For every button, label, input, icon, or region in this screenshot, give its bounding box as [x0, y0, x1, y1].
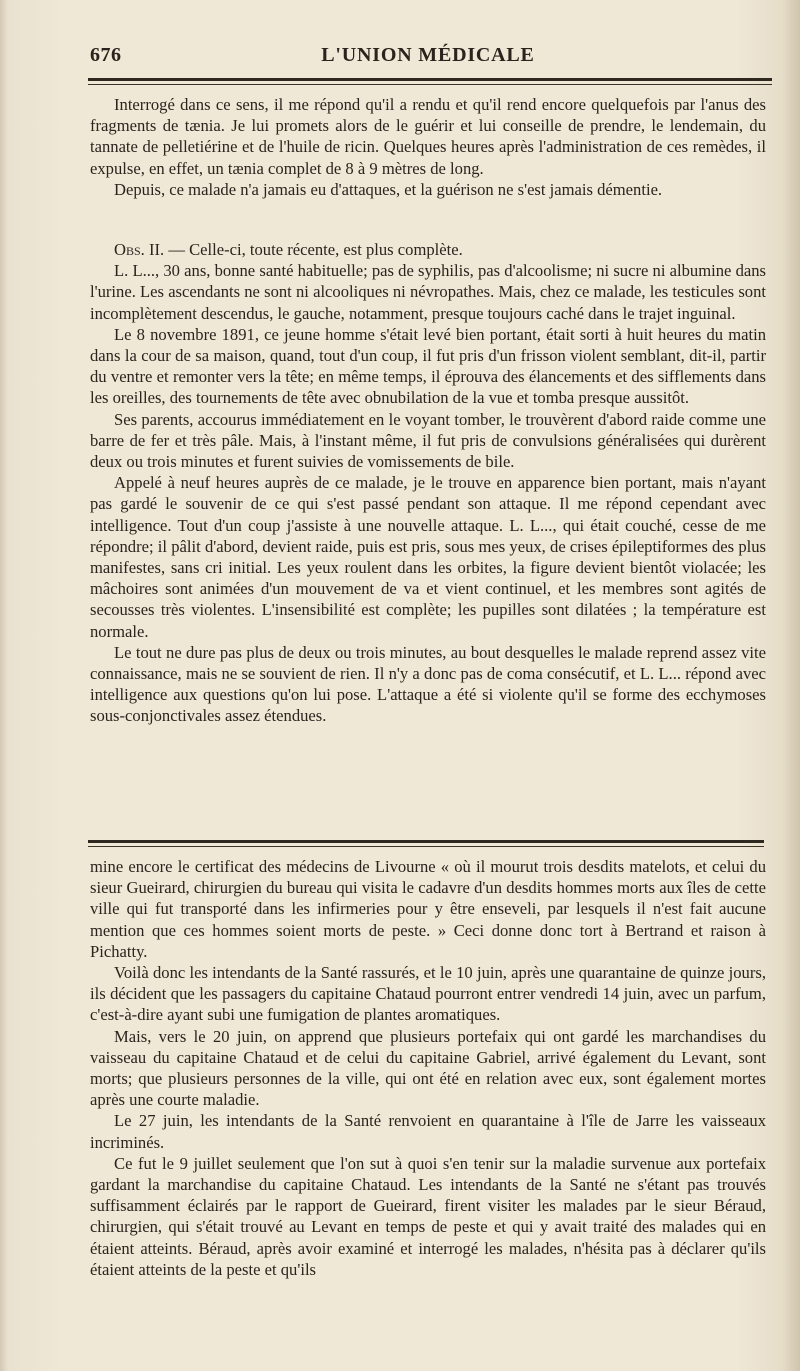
page-gutter-shadow	[0, 0, 8, 1371]
paragraph: Mais, vers le 20 juin, on apprend que plusieurs portefaix qui ont gardé les marchandises du vaisseau du capitaine Chataud et de celui du capitaine Gabriel, arrivé également du Levant, sont morts; que plusieurs personnes de la ville, qui ont été en relation avec eux, sont également mortes après une courte maladie.	[90, 1026, 766, 1110]
text-block-feuilleton	[90, 856, 766, 1280]
paragraph: Ses parents, accourus immédiatement en le voyant tomber, le trouvèrent d'abord raide comme une barre de fer et très pâle. Mais, à l'instant même, il fut pris de convulsions généralisées qui durèrent deux ou trois minutes et furent suivies de vomissements de bile.	[90, 409, 766, 472]
observation-heading	[90, 239, 766, 260]
text-block-observation-two	[90, 239, 766, 727]
text-block-case-one-end	[90, 94, 766, 200]
paragraph: Ce fut le 9 juillet seulement que l'on sut à quoi s'en tenir sur la maladie survenue aux portefaix gardant la marchandise du capitaine Chataud. Les intendants de la Santé ne s'étant pas trouvés suffisamment éclairés par le rapport de Gueirard, firent visiter les malades par le sieur Béraud, chirurgien, qui s'était trouvé au Levant en temps de peste et qui y avait traité des malades qui en étaient atteints. Béraud, après avoir examiné et interrogé les malades, n'hésita pas à déclarer qu'ils étaient atteints de la peste et qu'ils	[90, 1153, 766, 1279]
observation-intro: — Celle-ci, toute récente, est plus complète.	[164, 240, 463, 259]
running-title: L'UNION MÉDICALE	[321, 44, 535, 66]
paragraph: Le 8 novembre 1891, ce jeune homme s'était levé bien portant, était sorti à huit heures du matin dans la cour de sa maison, quand, tout d'un coup, il fut pris d'un frisson violent semblant, dit-il, partir du ventre et remonter vers la tête; en même temps, il éprouva des élancements et des sifflements dans les oreilles, des tournements de tête avec obnubilation de la vue et tomba presque aussitôt.	[90, 324, 766, 408]
section-divider-rule	[88, 840, 764, 843]
paragraph: Voilà donc les intendants de la Santé rassurés, et le 10 juin, après une quarantaine de quinze jours, ils décident que les passagers du capitaine Chataud pourront entrer vendredi 14 juin, avec un parfum, c'est-à-dire ayant subi une fumigation de plantes aromatiques.	[90, 963, 766, 1025]
paragraph: Depuis, ce malade n'a jamais eu d'attaques, et la guérison ne s'est jamais démentie.	[114, 179, 663, 199]
running-header	[88, 44, 768, 72]
paragraph: L. L..., 30 ans, bonne santé habituelle; pas de syphilis, pas d'alcoolisme; ni sucre ni albumine dans l'urine. Les ascendants ne sont ni alcooliques ni névropathes. Mais, chez ce malade, les testicules sont incomplètement descendus, le gauche, notamment, presque toujours caché dans le trajet inguinal.	[90, 261, 766, 323]
observation-label: Obs. II.	[114, 240, 165, 259]
page-edge-shadow	[782, 0, 800, 1371]
paragraph: Le 27 juin, les intendants de la Santé renvoient en quarantaine à l'île de Jarre les vaisseaux incriminés.	[90, 1111, 766, 1152]
paragraph: Le tout ne dure pas plus de deux ou trois minutes, au bout desquelles le malade reprend assez vite connaissance, mais ne se souvient de rien. Il n'y a donc pas de coma consécutif, et L. L... répond avec intelligence aux questions qu'on lui pose. L'attaque a été si violente qu'il se forme des ecchymoses sous-conjonctivales assez étendues.	[90, 642, 766, 726]
paragraph: Interrogé dans ce sens, il me répond qu'il a rendu et qu'il rend encore quelquefois par l'anus des fragments de tænia. Je lui promets alors de le guérir et lui conseille de prendre, le lendemain, du tannate de pelletiérine et de l'huile de ricin. Quelques heures après l'administration de ces remèdes, il expulse, en effet, un tænia complet de 8 à 9 mètres de long.	[90, 95, 766, 178]
paragraph: Appelé à neuf heures auprès de ce malade, je le trouve en apparence bien portant, mais n'ayant pas gardé le souvenir de ce qui s'est passé pendant son attaque. Il me répond cependant avec intelligence. Tout d'un coup j'assiste à une nouvelle attaque. L. L..., qui était couché, cesse de me répondre; il pâlit d'abord, devient raide, puis est pris, sous mes yeux, de crises épileptiformes des plus manifestes, sans cri initial. Les yeux roulent dans les orbites, la figure devient bientôt violacée; les mâchoires sont animées d'un mouvement de va et vient continuel, et les membres sont agités de secousses très violentes. L'insensibilité est complète; les pupilles sont dilatées ; la température est normale.	[90, 473, 766, 641]
page-number: 676	[90, 44, 122, 66]
continued-paragraph: mine encore le certificat des médecins de Livourne « où il mourut trois desdits matelots, et celui du sieur Gueirard, chirurgien du bureau qui visita le cadavre d'un desdits hommes morts aux îles de cette ville qui fut transporté dans les infirmeries pour y être enseveli, par lesquels il n'est fait aucune mention que ces hommes soient morts de peste. » Ceci donne donc tort à Bertrand et raison à Pichatty.	[90, 857, 766, 961]
header-rule	[88, 78, 772, 81]
